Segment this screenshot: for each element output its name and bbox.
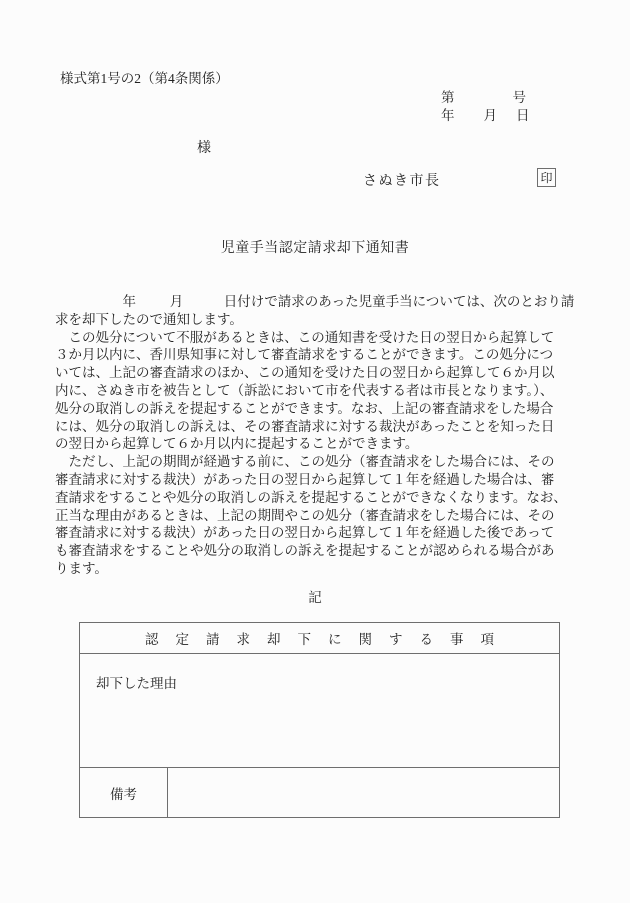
document-number-line (441, 86, 526, 106)
rejection-reason-cell (80, 654, 559, 768)
seal-character: 印 (540, 171, 553, 185)
remarks-value-cell (168, 768, 559, 817)
remarks-label: 備考 (110, 786, 137, 802)
body-line: 年 月 日付けで請求のあった児童手当については、次のとおり請 (55, 294, 575, 309)
body-text (55, 293, 574, 578)
body-line: ただし、上記の期間が経過する前に、この処分（審査請求をした場合には、その (55, 454, 555, 470)
seal-mark-icon (537, 168, 556, 187)
body-line: いては、上記の審査請求のほか、この通知を受けた日の翌日から起算して６か月以 (55, 365, 555, 381)
rejection-info-table (79, 622, 560, 818)
date-line (441, 104, 530, 124)
ki-mark: 記 (308, 590, 322, 605)
body-line: ります。 (55, 560, 108, 576)
date-day-label: 日 (516, 108, 530, 123)
body-line: この処分について不服があるときは、この通知書を受けた日の翌日から起算して (55, 329, 555, 345)
remarks-row (80, 768, 559, 817)
form-number: 様式第1号の2（第4条関係） (60, 71, 229, 86)
body-line: 審査請求に対する裁決）があった日の翌日から起算して１年を経過した後であって (55, 525, 555, 541)
rejection-reason-label: 却下した理由 (96, 676, 177, 691)
body-line: ３か月以内に、香川県知事に対して審査請求をすることができます。この処分につ (55, 347, 554, 363)
body-line: も審査請求をすることや処分の取消しの訴えを提起することが認められる場合があ (55, 543, 555, 559)
table-header: 認定請求却下に関する事項 (80, 623, 559, 654)
doc-number-suffix: 号 (512, 90, 526, 105)
body-line: には、処分の取消しの訴えは、その審査請求に対する裁決があったことを知った日 (55, 418, 555, 434)
body-line: 審査請求に対する裁決）があった日の翌日から起算して１年を経過した場合は、審 (55, 471, 555, 487)
date-month-label: 月 (483, 108, 497, 123)
body-line: の翌日から起算して６か月以内に提起することができます。 (55, 436, 419, 452)
body-line: 査請求をすることや処分の取消しの訴えを提起することができなくなります。なお、 (55, 489, 567, 505)
issuer-name: さぬき市長 (363, 174, 441, 189)
document-title: 児童手当認定請求却下通知書 (220, 241, 410, 256)
body-line: 正当な理由があるときは、上記の期間やこの処分（審査請求をした場合には、その (55, 507, 555, 523)
date-year-label: 年 (441, 108, 455, 123)
addressee-honorific: 様 (197, 141, 211, 156)
remarks-label-cell (80, 768, 168, 817)
body-line: 処分の取消しの訴えを提起することができます。なお、上記の審査請求をした場合 (55, 400, 554, 416)
doc-number-prefix: 第 (441, 90, 455, 105)
body-line: 求を却下したので通知します。 (55, 311, 243, 327)
body-line: 内に、さぬき市を被告として（訴訟において市を代表する者は市長となります。）、 (55, 382, 554, 398)
